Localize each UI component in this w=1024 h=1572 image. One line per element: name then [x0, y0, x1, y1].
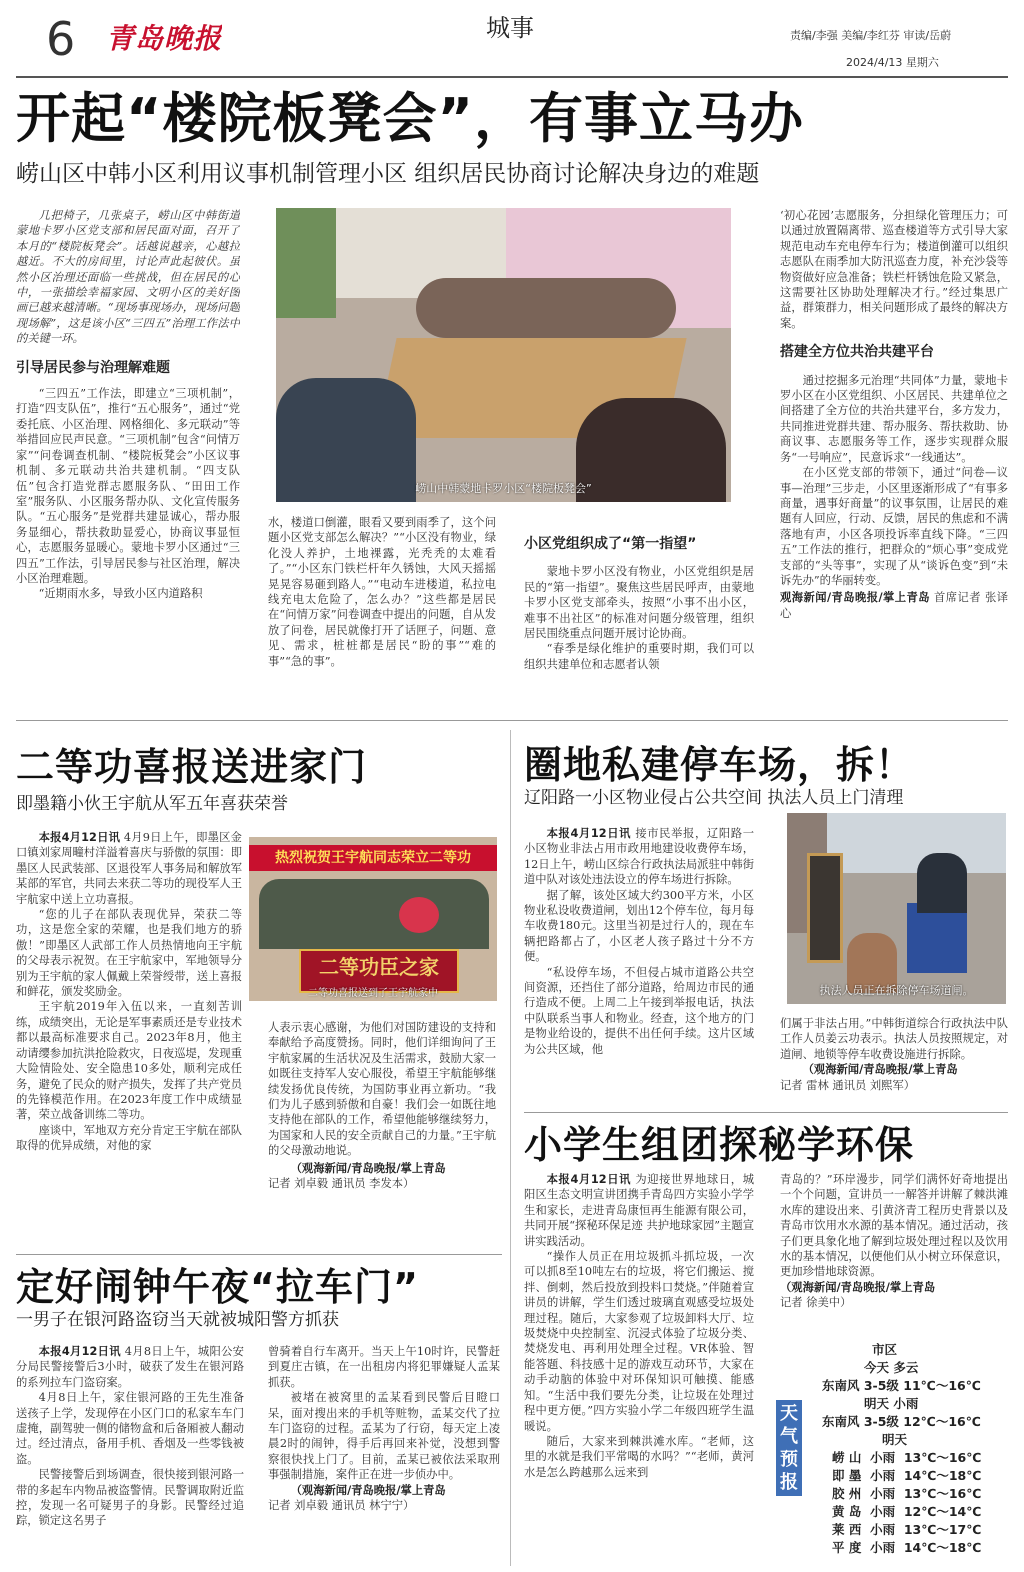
article1-s3-p2: 在小区党支部的带领下，通过“问卷—议事—治理”三步走，小区里逐渐形成了“有事多商量，遇事好商量”的议事氛围，让居民的难题有人回应，行动、反馈，居民的焦虑和不满落地有声，小区各项投诉率直线下降。“三四五”工作法的推行，把群众的“烦心事”变成党支部的“头等事”，实现了从“谈诉色变”到“未诉先办”的华丽转变。	[780, 466, 1008, 587]
divider-3	[524, 1112, 1008, 1113]
article2-p3: 王宇航2019年入伍以来，一直刻苦训练，成绩突出，无论是军事素质还是专业技术都以最高标准要求自己。2023年8月，他主动请缨参加抗洪抢险救灾，日夜巡堤，发现重大险情险处、安全隐患10多处，顺利完成任务，避免了民众的财产损失，发挥了共产党员的先锋模范作用。在2023年度工作中成绩显著，荣立战备训练二等功。	[16, 1000, 242, 1122]
district-row: 平 度 小雨 14℃～18℃	[832, 1540, 982, 1555]
article5-credit: （观海新闻/青岛晚报/掌上青岛	[780, 1280, 936, 1294]
article3-subheadline: 一男子在银河路盗窃当天就被城阳警方抓获	[16, 1310, 339, 1330]
article2-col2	[268, 1020, 496, 1248]
weather-tomorrow: 明天 小雨	[864, 1396, 919, 1411]
article5-credit-tail: 记者 徐美中）	[780, 1296, 852, 1310]
article5-headline: 小学生组团探秘学环保	[524, 1123, 915, 1167]
article4-credit: （观海新闻/青岛晚报/掌上青岛	[802, 1063, 958, 1077]
district-row: 黄 岛 小雨 12℃～14℃	[832, 1504, 982, 1519]
weather-city: 市区	[872, 1342, 898, 1357]
article4-subheadline: 辽阳路一小区物业侵占公共空间 执法人员上门清理	[524, 788, 904, 808]
article4-col1	[524, 826, 754, 1108]
article5-col2	[780, 1172, 1008, 1330]
article1-photo	[276, 208, 731, 502]
article5-p3: 随后，大家来到棘洪滩水库。“老师，这里的水就是我们平常喝的水吗？”“老师，黄河水是怎么跨越那么远来到	[524, 1434, 754, 1479]
article5-col1	[524, 1172, 754, 1566]
article1-section2-title: 小区党组织成了“第一指望”	[524, 536, 697, 552]
article4-lead: 本报4月12日讯	[546, 827, 632, 840]
article1-section1-title: 引导居民参与治理解难题	[16, 359, 170, 376]
article4-photo	[787, 813, 1006, 1004]
article2-credit: （观海新闻/青岛晚报/掌上青岛	[290, 1161, 446, 1175]
article4-col2-p: 们属于非法占用。”中韩街道综合行政执法中队工作人员姜云功表示。执法人员按照规定，对道闸、地锁等停车收费设施进行拆除。	[780, 1017, 1008, 1061]
article4-col2	[780, 1016, 1008, 1106]
article5-lead: 本报4月12日讯	[546, 1173, 632, 1186]
article3-col2	[268, 1344, 500, 1566]
article4-photo-caption: 执法人员正在拆除停车场道闸。	[819, 984, 974, 997]
article3-credit: （观海新闻/青岛晚报/掌上青岛	[290, 1483, 446, 1497]
article1-col4	[780, 208, 1008, 705]
weather-districts-title: 明天	[882, 1432, 908, 1447]
article1-col3-bottom	[524, 515, 754, 705]
article1-col2-p: 水，楼道口倒灌，眼看又要到雨季了，这个问题小区党支部怎么解决？”“小区没有物业，绿化没人养护，土地裸露，光秃秃的太难看了。”“小区东门铁栏杆年久锈蚀，大风天摇摇晃晃容易砸到路人。”“电动车进楼道，私拉电线充电太危险了，怎么办？”这些都是居民在“问情万家”问卷调查中提出的问题，自从发放了问卷，居民就像打开了话匣子，问题、意见、需求，桩桩都是居民“盼的事”“难的事”“急的事”。	[268, 516, 496, 668]
article2-lead: 本报4月12日讯	[38, 831, 121, 844]
weather-box	[772, 1336, 1008, 1566]
article3-col2-p2: 被堵在被窝里的孟某看到民警后目瞪口呆，面对搜出来的手机等赃物，孟某交代了拉车门盗窃的过程。孟某为了行窃，每天定上凌晨2时的闹钟，得手后再回来补觉，没想到警察很快找上门了。目前，孟某已被依法采取刑事强制措施，案件正在进一步侦办中。	[268, 1391, 500, 1482]
article3-p2: 4月8日上午，家住银河路的王先生准备送孩子上学，发现停在小区门口的私家车车门虚掩，副驾驶一侧的储物盒和后备厢被人翻动过。经过清点，备用手机、香烟及一些零钱被盗。	[16, 1391, 244, 1466]
article2-headline: 二等功喜报送进家门	[16, 745, 368, 789]
district-row: 即 墨 小雨 14℃～18℃	[832, 1468, 982, 1483]
article5-p2: “操作人员正在用垃圾抓斗抓垃圾，一次可以抓8至10吨左右的垃圾，将它们搬运、搅拌、倒刺，然后投放到投料口焚烧。”伴随着宣讲员的讲解，学生们透过玻璃直观感受垃圾处理过程。随后，大家参观了垃圾卸料大厅、垃圾焚烧中央控制室、沉浸式体验了垃圾分类、焚烧发电、再利用处理全过程。VR体验、智能答题、科技感十足的游戏互动环节，大家在动手动脑的体验中对环保知识可触摸、能感知。“生活中我们要先分类，让垃圾在处理过程中更方便。”四方实验小学二年级四班学生温暖说。	[524, 1250, 754, 1433]
section-name: 城事	[486, 14, 534, 42]
weather-today: 今天 多云	[864, 1360, 919, 1375]
district-row: 莱 西 小雨 13℃～17℃	[832, 1522, 982, 1537]
article3-headline: 定好闹钟午夜“拉车门”	[16, 1265, 419, 1309]
article1-section3-title: 搭建全方位共治共建平台	[780, 344, 934, 361]
article3-p3: 民警接警后到场调查，很快接到银河路一带的多起车内物品被盗警情。民警调取附近监控，发现一名可疑男子的身影。民警经过追踪，锁定这名男子	[16, 1468, 244, 1528]
header-rule	[16, 76, 1008, 78]
article4-headline: 圈地私建停车场，拆！	[524, 743, 915, 787]
article1-credit-tail: 首席记者 张译心	[780, 591, 1008, 620]
article1-credit: 观海新闻/青岛晚报/掌上青岛	[780, 591, 930, 605]
article1-headline: 开起“楼院板凳会”，有事立马办	[16, 87, 804, 150]
divider-vertical	[510, 730, 511, 1566]
article1-s1-p1: “三四五”工作法，即建立“三项机制”，打造“四支队伍”，推行“五心服务”，通过“党委托底、小区治理、网格细化、多元联动”等举措回应民声民意。“三项机制”包含“问情万家”“问卷调查机制、“楼院板凳会”小区议事机制、多元联动共治共建机制。“四支队伍”包含打造党群志愿服务队、“田田工作室”服务队、小区服务帮办队、文化宣传服务队。“五心服务”是党群共建显诚心，帮办服务显细心，帮扶救助显爱心，协商议事显恒心，志愿服务显暖心。蒙地卡罗小区通过“三四五”工作法，引导居民参与社区治理，解决小区治理难题。	[16, 387, 240, 585]
article1-photo-caption: 崂山中韩蒙地卡罗小区“楼院板凳会”	[415, 482, 592, 495]
article2-subheadline: 即墨籍小伙王宇航从军五年喜获荣誉	[16, 794, 288, 814]
article3-credit-tail: 记者 刘卓毅 通讯员 林宁宁）	[268, 1499, 415, 1513]
district-row: 胶 州 小雨 13℃～16℃	[832, 1486, 982, 1501]
article4-p2: 据了解，该处区域大约300平方米，小区物业私设收费道闸，划出12个停车位，每月每车收费180元。这里当初是过行人的，现在车辆把路都占了，小区老人孩子路过十分不方便。	[524, 888, 754, 964]
article1-s3-p1: 通过挖掘多元治理“共同体”力量，蒙地卡罗小区在小区党组织、小区居民、共建单位之间搭建了全方位的共治共建平台，多方发力，共同推进党群共建、帮办服务、帮扶救助、协商议事、志愿服务等工作，逐步实现群众服务“一号响应”，民意诉求“一线通达”。	[780, 373, 1008, 464]
divider-2	[16, 1254, 502, 1255]
article4-credit-tail: 记者 雷林 通讯员 刘熙军）	[780, 1078, 916, 1092]
article5-col2-p: 青岛的？”环岸漫步，同学们满怀好奇地提出一个个问题，宣讲员一一解答并讲解了棘洪滩水库的建设出来、引黄济青工程历史背景以及青岛市饮用水水源的基本情况。通过活动，孩子们更具象化地了解到垃圾处理过程以及饮用水的基本情况，以便他们从小树立环保意识，更加珍惜地球资源。	[780, 1173, 1008, 1279]
weather-districts	[832, 1448, 1002, 1556]
divider-1	[16, 720, 1008, 721]
weather-label: 天气预报	[776, 1400, 802, 1496]
article2-photo-plaque: 二等功臣之家	[299, 949, 459, 993]
article2-col1	[16, 830, 242, 1248]
masthead-logo: 青岛晚报	[106, 22, 223, 55]
article2-photo-caption: 二等功喜报送到了王宇航家中	[308, 988, 438, 999]
weather-today-detail: 东南风 3-5级 11℃～16℃	[822, 1378, 981, 1393]
article4-p3: “私设停车场，不但侵占城市道路公共空间资源，还挡住了部分道路，给周边市民的通行造成不便。上周二上午接到举报电话，执法中队联系当事人和物业。经查，这个地方的门是物业给设的，提供不出任何手续。这片区域为公共区域，他	[524, 965, 754, 1056]
issue-date: 2024/4/13 星期六	[846, 56, 939, 69]
article2-p2: “您的儿子在部队表现优异，荣获二等功，这是您全家的荣耀，也是我们地方的骄傲！”即墨区人武部工作人员热情地向王宇航的父母表示祝贺。在王宇航家中，军地领导分别为王宇航的家人佩戴上荣誉绶带，送上喜报和鲜花，颁发奖励金。	[16, 908, 242, 999]
article4-p1: 本报4月12日讯 接市民举报，辽阳路一小区物业非法占用市政用地建设收费停车场，12日上午，崂山区综合行政执法局派驻中韩街道中队对该处违法设立的停车场进行拆除。	[524, 827, 754, 887]
article2-col2-p: 人表示衷心感谢，为他们对国防建设的支持和奉献给予高度赞扬。同时，他们详细询问了王宇航家属的生活状况及生活需求，鼓励大家一如既往支持军人安心服役，希望王宇航能够继续发扬优良传统，为国防事业再立新功。“我们为儿子感到骄傲和自豪！我们会一如既往地支持他在部队的工作，希望他能够继续努力，为国家和人民的安全贡献自己的力量。”王宇航的父母激动地说。	[268, 1021, 496, 1158]
article3-col1	[16, 1344, 244, 1564]
article1-col2-bottom	[268, 515, 496, 705]
weather-tomorrow-detail: 东南风 3-5级 12℃～16℃	[822, 1414, 981, 1429]
article2-photo-banner: 热烈祝贺王宇航同志荣立二等功	[249, 845, 497, 871]
article2-credit-tail: 记者 刘卓毅 通讯员 李发本）	[268, 1177, 415, 1191]
editors-line: 责编/李强 美编/李红芬 审读/岳蔚	[790, 29, 952, 42]
article2-p4: 座谈中，军地双方充分肯定王宇航在部队取得的优异成绩，对他的家	[16, 1123, 242, 1153]
article5-p1: 本报4月12日讯 为迎接世界地球日，城阳区生态文明宣讲团携手青岛四方实验小学学生和家长，走进青岛康恒再生能源有限公司，共同开展“探秘环保足迹 共护地球家园”主题宣讲实践活动。	[524, 1173, 754, 1248]
page-number: 6	[46, 14, 76, 64]
district-row: 崂 山 小雨 13℃～16℃	[832, 1450, 982, 1465]
article2-p1: 本报4月12日讯 4月9日上午，即墨区金口镇刘家周疃村洋溢着喜庆与骄傲的氛围：即墨区人民武装部、区退役军人事务局和解放军某部的军官，共同去来获二等功的现役军人王宇航家中送上立功喜报。	[16, 831, 242, 906]
article3-lead: 本报4月12日讯	[38, 1345, 121, 1358]
article1-s2-p1: 蒙地卡罗小区没有物业，小区党组织是居民的“第一指望”。聚焦这些居民呼声，由蒙地卡罗小区党支部牵头，按照“小事不出小区，难事不出社区”的标准对问题分级管理，组织居民围绕重点问题开展讨论协商。	[524, 565, 754, 641]
article3-p1: 本报4月12日讯 4月8日上午，城阳公安分局民警接警后3小时，破获了发生在银河路的系列拉车门盗窃案。	[16, 1345, 244, 1389]
article2-photo	[249, 837, 497, 1001]
article1-s2-p2: “春季是绿化维护的重要时期，我们可以组织共建单位和志愿者认领	[524, 642, 754, 671]
article1-subheadline: 崂山区中韩小区利用议事机制管理小区 组织居民协商讨论解决身边的难题	[16, 161, 760, 187]
article1-intro: 几把椅子，几张桌子，崂山区中韩街道蒙地卡罗小区党支部和居民面对面，召开了本月的“楼院板凳会”。话越说越亲，心越拉越近。不大的房间里，讨论声此起彼伏。虽然小区治理还面临一些挑战，但在居民的心中，一张描绘幸福家园、文明小区的美好图画已越来越清晰。“现场事现场办，现场问题现场解”，这是该小区“三四五”治理工作法中的关键一环。	[16, 209, 240, 346]
article1-col3-p1: ‘初心花园’志愿服务，分担绿化管理压力；可以通过放置隔离带、巡查楼道等方式引导大家规范电动车充电停车行为；楼道倒灌可以组织志愿队在雨季加大防汛巡查力度，补充沙袋等物资做好应急准备；铁栏杆锈蚀危险又紧急，这需要社区协助处理解决才行。”经过集思广益，群策群力，相关问题形成了最终的解决方案。	[780, 209, 1008, 330]
article1-s1-p2: “近期雨水多，导致小区内道路积	[38, 587, 203, 601]
article1-col1	[16, 208, 240, 705]
article3-col2-p1: 曾骑着自行车离开。当天上午10时许，民警赶到夏庄古镇，在一出租房内将犯罪嫌疑人孟某抓获。	[268, 1345, 500, 1389]
